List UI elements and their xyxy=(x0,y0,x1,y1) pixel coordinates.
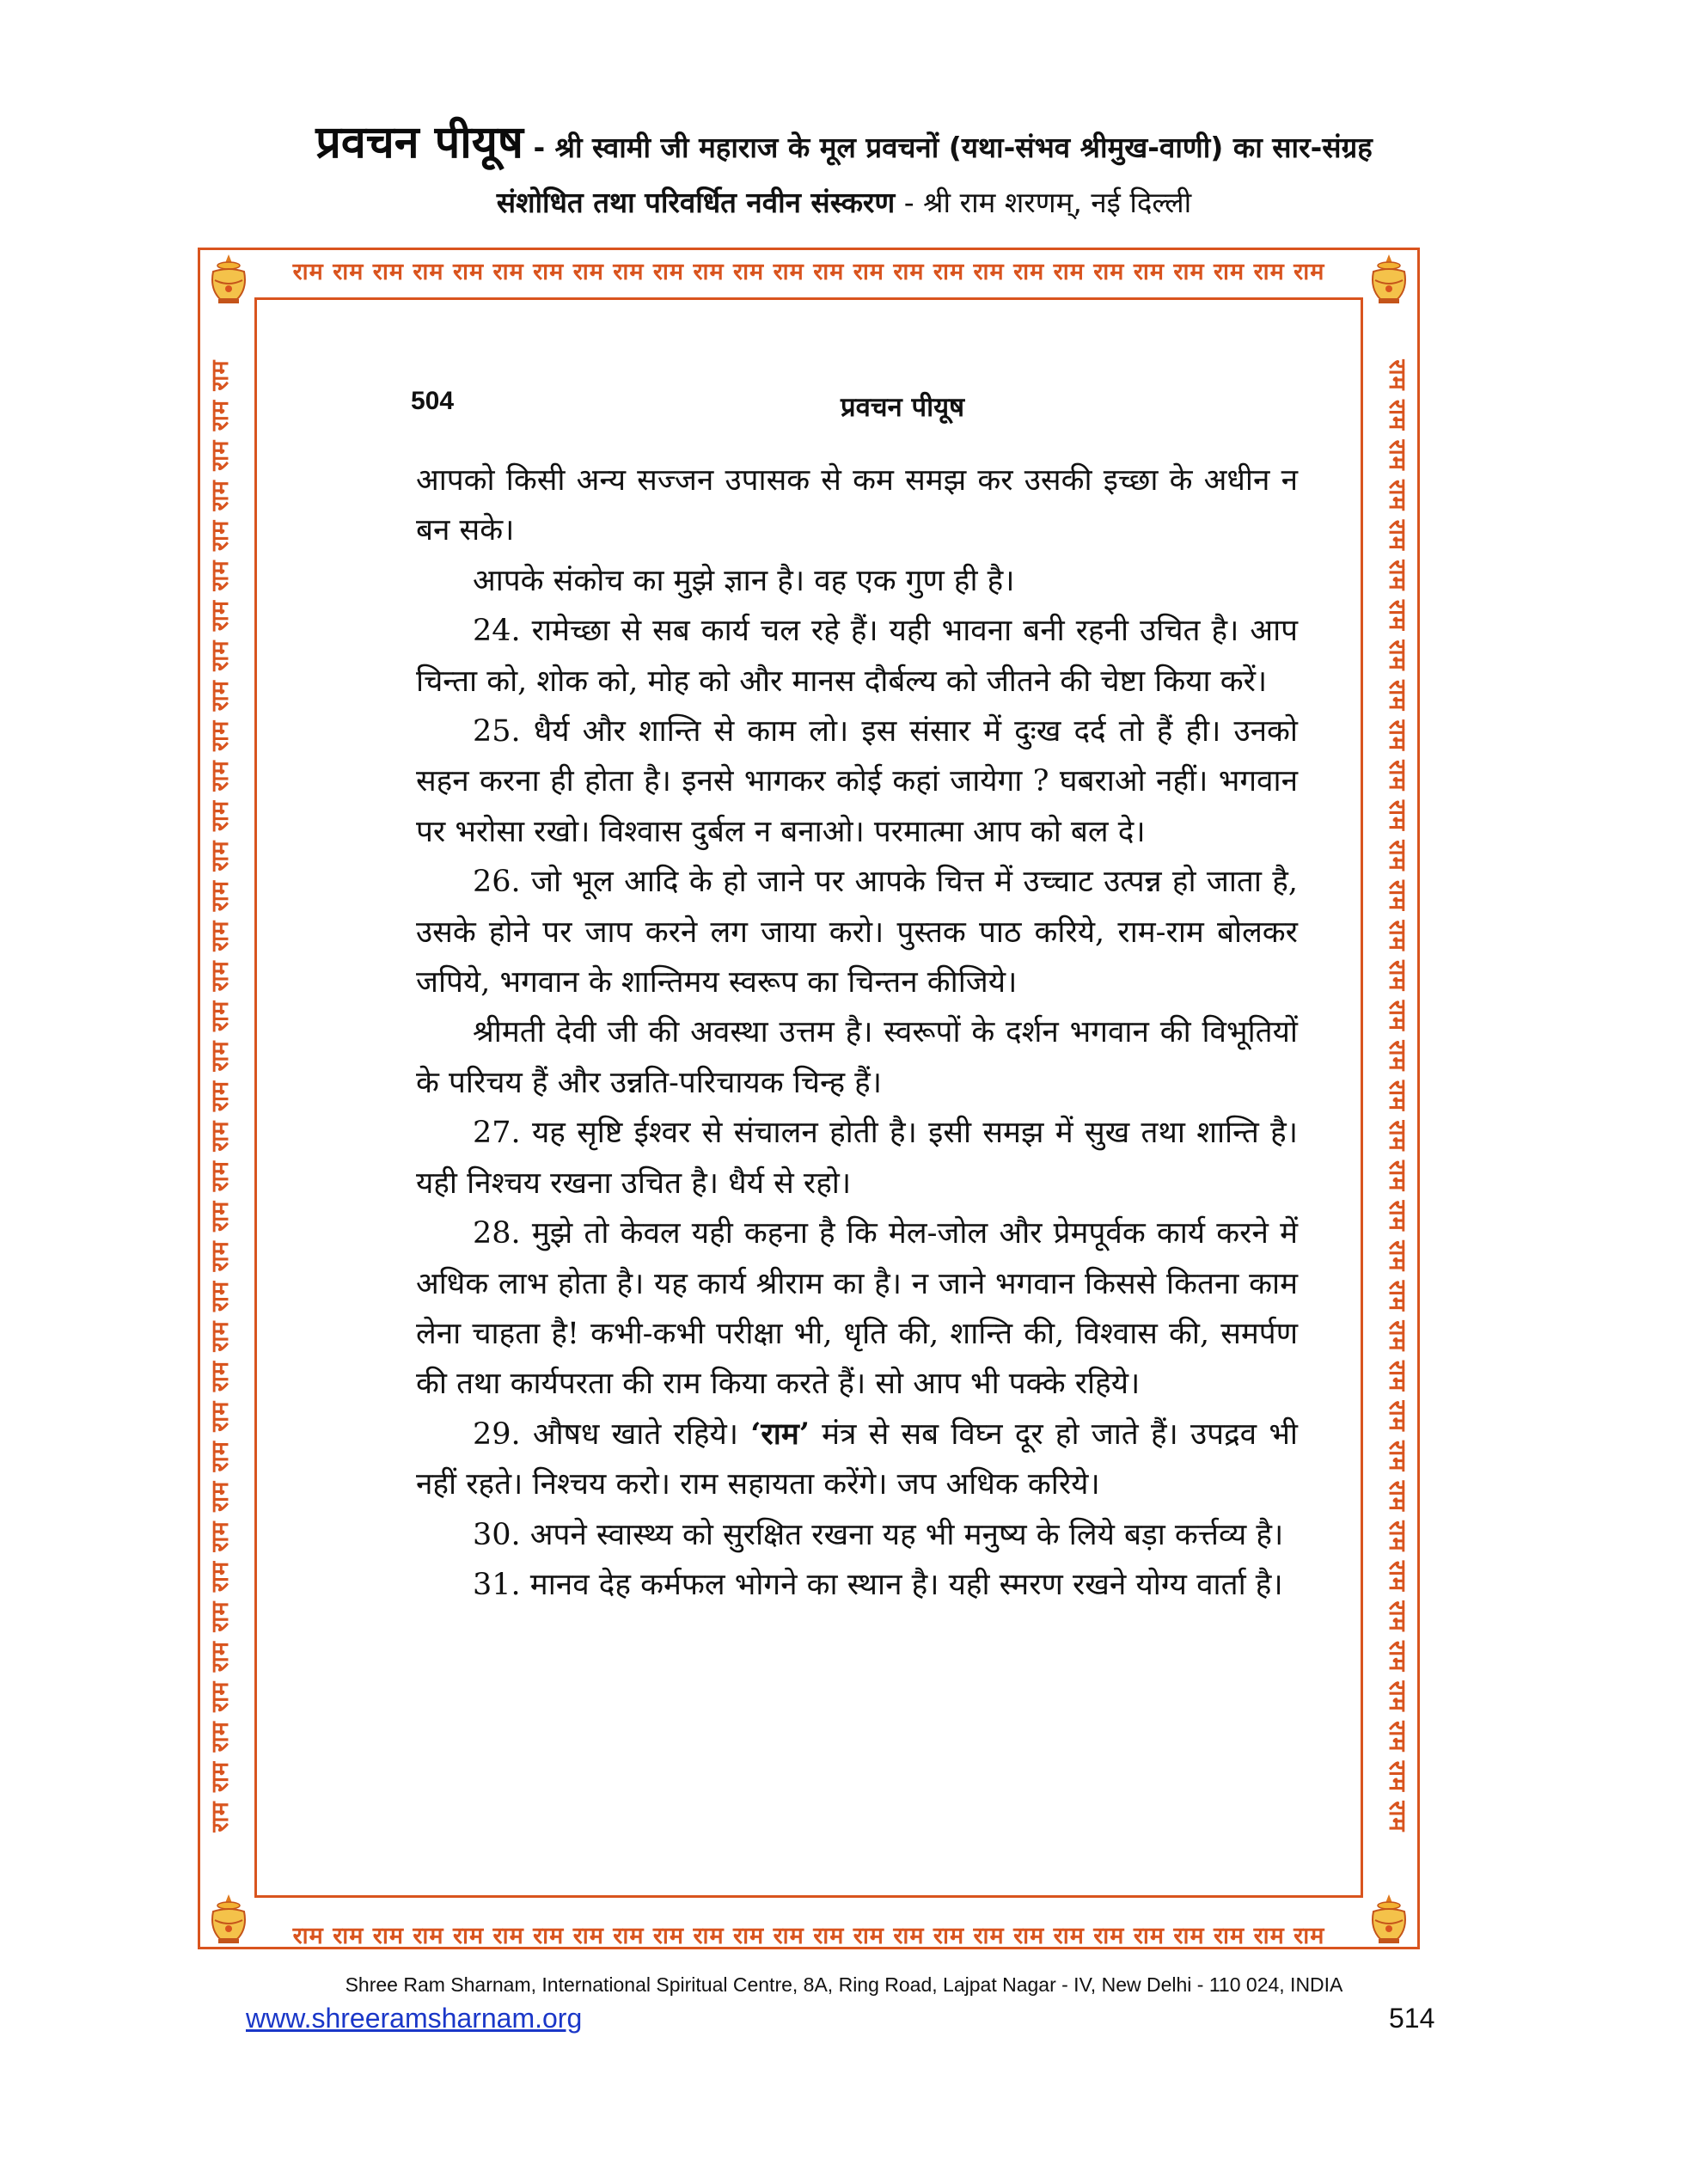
book-page-number: 504 xyxy=(411,387,455,415)
paragraph: 24. रामेच्छा से सब कार्य चल रहे हैं। यही भावना बनी रहनी उचित है। आप चिन्ता को, शोक को, मोह को और मानस दौर्बल्य को जीतने की चेष्टा किया करें। xyxy=(416,614,1298,699)
kalash-icon xyxy=(1361,251,1416,306)
header-subtitle: - श्री स्वामी जी महाराज के मूल प्रवचनों (यथा-संभव श्रीमुख-वाणी) का सार-संग्रह xyxy=(523,131,1373,164)
footer-address: Shree Ram Sharnam, International Spiritual Centre, 8A, Ring Road, Lajpat Nagar - IV, New Delhi - 110 024, INDIA xyxy=(345,1973,1343,1996)
paragraph: 30. अपने स्वास्थ्य को सुरक्षित रखना यह भी मनुष्य के लिये बड़ा कर्त्तव्य है। xyxy=(473,1517,1284,1552)
kalash-icon xyxy=(201,251,256,306)
paragraph-text: मंत्र से सब विघ्न दूर हो जाते हैं। उपद्रव भी नहीं रहते। निश्चय करो। राम सहायता करेंगे। जप अधिक करिये। xyxy=(416,1416,1298,1502)
book-page-title: प्रवचन पीयूष xyxy=(840,392,965,423)
paragraph: 27. यह सृष्टि ईश्वर से संचालन होती है। इसी समझ में सुख तथा शान्ति है। यही निश्चय रखना उचित है। धैर्य से रहो। xyxy=(416,1116,1298,1201)
ram-border-top: राम राम राम राम राम राम राम राम राम राम राम राम राम राम राम राम राम राम राम राम राम राम राम राम राम राम xyxy=(292,259,1325,285)
edition-line xyxy=(0,182,1688,221)
paragraph: 25. धैर्य और शान्ति से काम लो। इस संसार में दुःख दर्द तो हैं ही। उनको सहन करना ही होता है। इनसे भागकर कोई कहां जायेगा ? घबराओ नहीं। भगवान पर भरोसा रखो। विश्वास दुर्बल न बनाओ। परमात्मा आप को बल दे। xyxy=(416,714,1298,849)
paragraph: श्रीमती देवी जी की अवस्था उत्तम है। स्वरूपों के दर्शन भगवान की विभूतियों के परिचय हैं और उन्नति-परिचायक चिन्ह हैं। xyxy=(416,1015,1298,1100)
document-header xyxy=(0,110,1688,171)
ram-border-bottom: राम राम राम राम राम राम राम राम राम राम राम राम राम राम राम राम राम राम राम राम राम राम राम राम राम राम xyxy=(292,1923,1325,1949)
header-title: प्रवचन पीयूष xyxy=(315,117,523,168)
edition-label: संशोधित तथा परिवर्धित नवीन संस्करण xyxy=(496,186,896,219)
kalash-icon xyxy=(1361,1891,1416,1946)
emphasis-ram: ‘राम’ xyxy=(750,1416,810,1452)
book-body-text xyxy=(416,456,1298,1610)
paragraph: आपको किसी अन्य सज्जन उपासक से कम समझ कर उसकी इच्छा के अधीन न बन सके। xyxy=(416,463,1298,548)
paragraph: 31. मानव देह कर्मफल भोगने का स्थान है। यही स्मरण रखने योग्य वार्ता है। xyxy=(473,1567,1283,1602)
paragraph: 26. जो भूल आदि के हो जाने पर आपके चित्त में उच्चाट उत्पन्न हो जाता है, उसके होने पर जाप करने लग जाया करो। पुस्तक पाठ करिये, राम-राम बोलकर जपिये, भगवान के शान्तिमय स्वरूप का चिन्तन कीजिये। xyxy=(416,865,1298,1000)
kalash-icon xyxy=(201,1891,256,1946)
ram-border-left: राम राम राम राम राम राम राम राम राम राम राम राम राम राम राम राम राम राम राम राम राम राम राम राम राम राम राम राम राम राम राम राम राम राम राम राम राम xyxy=(207,359,234,1832)
paragraph: 28. मुझे तो केवल यही कहना है कि मेल-जोल और प्रेमपूर्वक कार्य करने में अधिक लाभ होता है। यह कार्य श्रीराम का है। न जाने भगवान किससे कितना काम लेना चाहता है! कभी-कभी परीक्षा भी, धृति की, शान्ति की, विश्वास की, समर्पण की तथा कार्यपरता की राम किया करते हैं। सो आप भी पक्के रहिये। xyxy=(416,1216,1298,1402)
website-link[interactable]: www.shreeramsharnam.org xyxy=(246,2003,583,2034)
paragraph-text: 29. औषध खाते रहिये। xyxy=(473,1416,751,1452)
pdf-page-number: 514 xyxy=(1389,2003,1435,2034)
edition-publisher: - श्री राम शरणम्, नई दिल्ली xyxy=(895,186,1192,219)
paragraph: आपके संकोच का मुझे ज्ञान है। वह एक गुण ही है। xyxy=(473,563,1015,598)
ram-border-right: राम राम राम राम राम राम राम राम राम राम राम राम राम राम राम राम राम राम राम राम राम राम राम राम राम राम राम राम राम राम राम राम राम राम राम राम राम xyxy=(1384,359,1410,1832)
paragraph xyxy=(416,1410,1298,1510)
